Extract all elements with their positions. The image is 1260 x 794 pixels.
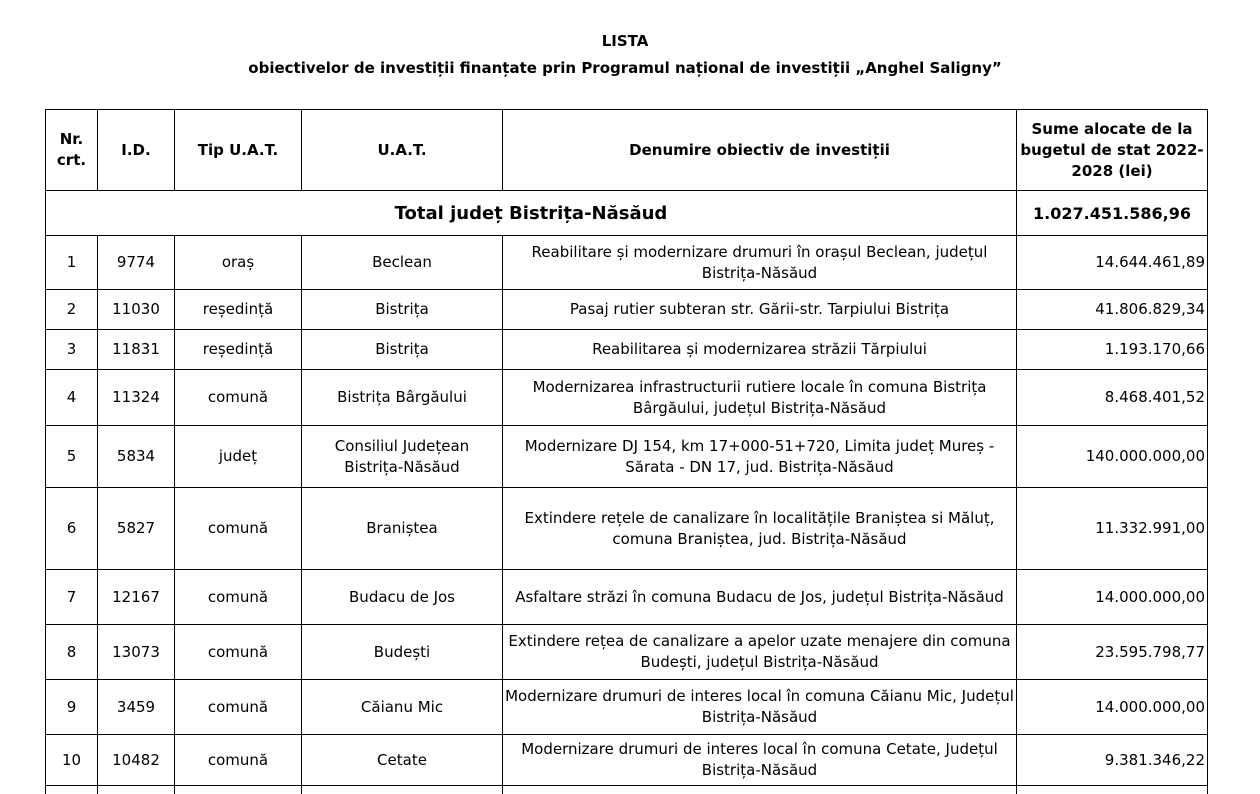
cell-tip-uat: comună [175, 735, 302, 786]
cell-id: 11831 [98, 330, 175, 370]
cell-id: 12167 [98, 570, 175, 625]
cell-suma: 9.381.346,22 [1017, 735, 1208, 786]
cell-nr: 3 [46, 330, 98, 370]
table-row [46, 426, 1208, 488]
cell-suma: 14.000.000,00 [1017, 680, 1208, 735]
cell-uat: Beclean [302, 236, 503, 290]
table-row-partial [46, 786, 1208, 794]
cell-id: 3459 [98, 680, 175, 735]
table-row [46, 680, 1208, 735]
cell-tip-uat: județ [175, 426, 302, 488]
cell-empty [175, 786, 302, 794]
header-sume: Sume alocate de la bugetul de stat 2022-2028 (lei) [1017, 110, 1208, 191]
document-title: LISTA [601, 32, 649, 50]
header-nr: Nr. crt. [46, 110, 98, 191]
cell-tip-uat: comună [175, 680, 302, 735]
cell-empty [98, 786, 175, 794]
cell-empty [503, 786, 1017, 794]
table-row [46, 370, 1208, 426]
table-header-row [46, 110, 1208, 191]
cell-denumire: Modernizare drumuri de interes local în comuna Cetate, Județul Bistrița-Năsăud [503, 735, 1017, 786]
cell-empty [46, 786, 98, 794]
cell-tip-uat: comună [175, 625, 302, 680]
cell-uat: Consiliul Județean Bistrița-Năsăud [302, 426, 503, 488]
total-label: Total județ Bistrița-Năsăud [46, 191, 1017, 236]
investment-table [45, 109, 1208, 794]
header-uat: U.A.T. [302, 110, 503, 191]
total-value: 1.027.451.586,96 [1017, 191, 1208, 236]
cell-denumire: Pasaj rutier subteran str. Gării-str. Tarpiului Bistrița [503, 290, 1017, 330]
cell-denumire: Modernizare DJ 154, km 17+000-51+720, Limita județ Mureș - Sărata - DN 17, jud. Bistrița-Năsăud [503, 426, 1017, 488]
cell-tip-uat: reședință [175, 330, 302, 370]
cell-uat: Bistrița Bârgăului [302, 370, 503, 426]
table-row [46, 735, 1208, 786]
cell-id: 13073 [98, 625, 175, 680]
cell-nr: 5 [46, 426, 98, 488]
cell-denumire: Extindere rețea de canalizare a apelor uzate menajere din comuna Budești, județul Bistrița-Năsăud [503, 625, 1017, 680]
cell-nr: 8 [46, 625, 98, 680]
cell-id: 10482 [98, 735, 175, 786]
cell-uat: Cetate [302, 735, 503, 786]
cell-suma: 140.000.000,00 [1017, 426, 1208, 488]
cell-suma: 11.332.991,00 [1017, 488, 1208, 570]
cell-denumire: Modernizarea infrastructurii rutiere locale în comuna Bistrița Bârgăului, județul Bistrița-Năsăud [503, 370, 1017, 426]
cell-tip-uat: comună [175, 370, 302, 426]
cell-denumire: Reabilitare și modernizare drumuri în orașul Beclean, județul Bistrița-Năsăud [503, 236, 1017, 290]
table-row [46, 330, 1208, 370]
cell-id: 11030 [98, 290, 175, 330]
cell-id: 9774 [98, 236, 175, 290]
cell-denumire: Asfaltare străzi în comuna Budacu de Jos, județul Bistrița-Năsăud [503, 570, 1017, 625]
header-tip-uat: Tip U.A.T. [175, 110, 302, 191]
cell-denumire: Modernizare drumuri de interes local în comuna Căianu Mic, Județul Bistrița-Năsăud [503, 680, 1017, 735]
cell-denumire: Extindere rețele de canalizare în localitățile Braniștea si Măluț, comuna Braniștea, jud. Bistrița-Năsăud [503, 488, 1017, 570]
cell-uat: Budești [302, 625, 503, 680]
cell-uat: Căianu Mic [302, 680, 503, 735]
cell-id: 5827 [98, 488, 175, 570]
cell-id: 11324 [98, 370, 175, 426]
cell-empty [302, 786, 503, 794]
total-row [46, 191, 1208, 236]
cell-nr: 10 [46, 735, 98, 786]
cell-nr: 4 [46, 370, 98, 426]
cell-tip-uat: oraș [175, 236, 302, 290]
cell-nr: 1 [46, 236, 98, 290]
cell-nr: 7 [46, 570, 98, 625]
cell-denumire: Reabilitarea și modernizarea străzii Tărpiului [503, 330, 1017, 370]
cell-id: 5834 [98, 426, 175, 488]
cell-tip-uat: comună [175, 488, 302, 570]
cell-nr: 9 [46, 680, 98, 735]
header-id: I.D. [98, 110, 175, 191]
table-row [46, 236, 1208, 290]
cell-suma: 14.000.000,00 [1017, 570, 1208, 625]
cell-uat: Bistrița [302, 330, 503, 370]
table-row [46, 290, 1208, 330]
cell-suma: 23.595.798,77 [1017, 625, 1208, 680]
cell-suma: 8.468.401,52 [1017, 370, 1208, 426]
document-subtitle: obiectivelor de investiții finanțate prin Programul național de investiții „Anghel Saligny” [248, 59, 1002, 77]
cell-suma: 14.644.461,89 [1017, 236, 1208, 290]
cell-uat: Bistrița [302, 290, 503, 330]
table-body [46, 191, 1208, 794]
cell-uat: Budacu de Jos [302, 570, 503, 625]
cell-tip-uat: comună [175, 570, 302, 625]
cell-uat: Braniștea [302, 488, 503, 570]
cell-nr: 2 [46, 290, 98, 330]
table-row [46, 488, 1208, 570]
table-row [46, 570, 1208, 625]
cell-empty [1017, 786, 1208, 794]
table-row [46, 625, 1208, 680]
cell-nr: 6 [46, 488, 98, 570]
cell-suma: 1.193.170,66 [1017, 330, 1208, 370]
header-denumire: Denumire obiectiv de investiții [503, 110, 1017, 191]
cell-suma: 41.806.829,34 [1017, 290, 1208, 330]
cell-tip-uat: reședință [175, 290, 302, 330]
